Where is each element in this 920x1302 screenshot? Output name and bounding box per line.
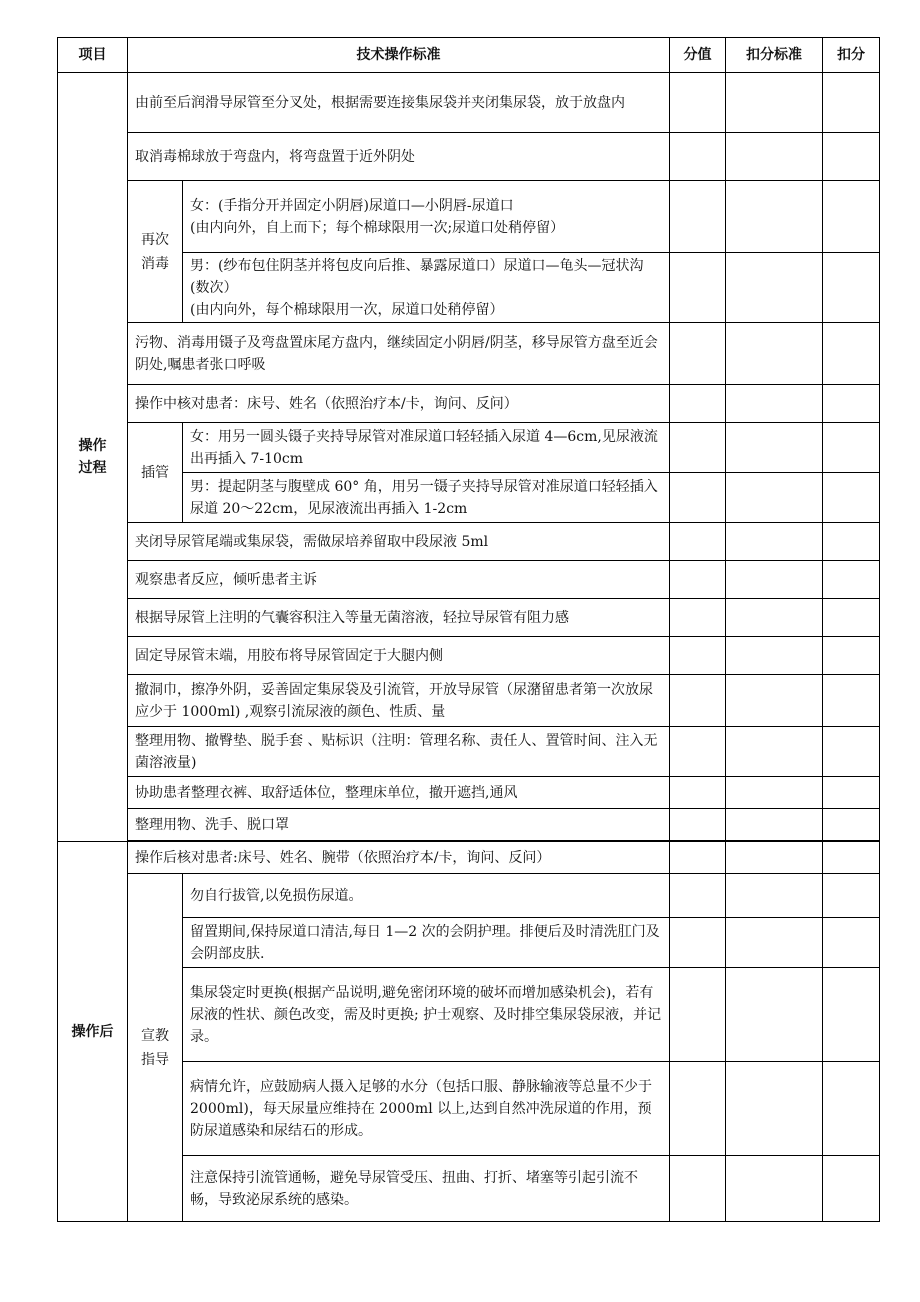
subcategory-redisinfect — [128, 181, 183, 323]
table-row — [58, 385, 880, 423]
step-insert-female: 女：用另一圆头镊子夹持导尿管对准尿道口轻轻插入尿道 4—6cm,见尿液流出再插入 7-10cm — [183, 423, 670, 473]
header-score: 分值 — [670, 38, 726, 73]
step-clamp: 夹闭导尿管尾端或集尿袋，需做尿培养留取中段尿液 5ml — [128, 523, 670, 561]
step-verify-during: 操作中核对患者：床号、姓名（依照治疗本/卡，询问、反问） — [128, 385, 670, 423]
step-cotton-balls: 取消毒棉球放于弯盘内，将弯盘置于近外阴处 — [128, 133, 670, 181]
header-deduct: 扣分 — [823, 38, 880, 73]
edu-hygiene: 留置期间,保持尿道口清洁,每日 1—2 次的会阴护理。排便后及时清洗肛门及会阴部皮肤. — [183, 918, 670, 968]
table-row — [58, 842, 880, 874]
edu-no-self-removal: 勿自行拔管,以免损伤尿道。 — [183, 874, 670, 918]
step-lubricate: 由前至后润滑导尿管至分叉处，根据需要连接集尿袋并夹闭集尿袋，放于放盘内 — [128, 73, 670, 133]
edu-fluid-intake: 病情允许，应鼓励病人摄入足够的水分（包括口服、静脉输液等总量不少于 2000ml)，每天尿量应维持在 2000ml 以上,达到自然冲洗尿道的作用，预防尿道感染和尿结石的形成。 — [183, 1062, 670, 1156]
step-verify-after: 操作后核对患者:床号、姓名、腕带（依照治疗本/卡，询问、反问） — [128, 842, 670, 874]
step-inflate-balloon: 根据导尿管上注明的气囊容积注入等量无菌溶液，轻拉导尿管有阻力感 — [128, 599, 670, 637]
subcategory-education-line1: 宣教 — [141, 1027, 169, 1044]
subcategory-insert: 插管 — [128, 423, 183, 523]
step-remove-drape: 撤洞巾，擦净外阴，妥善固定集尿袋及引流管，开放导尿管（尿潴留患者第一次放尿应少于 1000ml) ,观察引流尿液的颜色、性质、量 — [128, 675, 670, 727]
step-secure-catheter: 固定导尿管末端，用胶布将导尿管固定于大腿内侧 — [128, 637, 670, 675]
table-row — [58, 675, 880, 727]
table-row — [58, 727, 880, 777]
step-label: 整理用物、撤臀垫、脱手套 、贴标识（注明：管理名称、责任人、置管时间、注入无菌溶液量) — [128, 727, 670, 777]
step-redisinfect-female: 女：(手指分开并固定小阴唇)尿道口—小阴唇-尿道口 (由内向外，自上而下；每个棉球限用一次;尿道口处稍停留） — [183, 181, 670, 253]
step-assist-patient: 协助患者整理衣裤、取舒适体位，整理床单位，撤开遮挡,通风 — [128, 777, 670, 809]
table-row — [58, 874, 880, 918]
header-standard: 技术操作标准 — [128, 38, 670, 73]
table-row — [58, 133, 880, 181]
header-deduct-standard: 扣分标准 — [726, 38, 823, 73]
subcategory-education-line2: 指导 — [141, 1051, 169, 1068]
edu-bag-replacement: 集尿袋定时更换(根据产品说明,避免密闭环境的破坏而增加感染机会)，若有尿液的性状、颜色改变，需及时更换; 护士观察、及时排空集尿袋尿液，并记录。 — [183, 968, 670, 1062]
header-row — [58, 38, 880, 73]
table-row — [58, 561, 880, 599]
table-row — [58, 777, 880, 809]
subcategory-redisinfect-line1: 再次 — [141, 231, 169, 248]
step-observe: 观察患者反应，倾听患者主诉 — [128, 561, 670, 599]
category-process-line2: 过程 — [78, 460, 107, 476]
operation-standard-table — [57, 37, 880, 1222]
header-item: 项目 — [58, 38, 128, 73]
table-row — [58, 599, 880, 637]
table-row — [58, 323, 880, 385]
table-row — [58, 523, 880, 561]
step-redisinfect-male: 男：(纱布包住阴茎并将包皮向后推、暴露尿道口）尿道口—龟头—冠状沟(数次） (由内向外，每个棉球限用一次，尿道口处稍停留） — [183, 253, 670, 323]
table-row — [58, 637, 880, 675]
subcategory-education — [128, 874, 183, 1222]
table-row — [58, 809, 880, 841]
table-row — [58, 181, 880, 253]
category-after: 操作后 — [58, 842, 128, 1222]
edu-keep-drainage: 注意保持引流管通畅，避免导尿管受压、扭曲、打折、堵塞等引起引流不畅，导致泌尿系统的感染。 — [183, 1156, 670, 1222]
step-wash-hands: 整理用物、洗手、脱口罩 — [128, 809, 670, 841]
category-process — [58, 73, 128, 842]
table-row — [58, 73, 880, 133]
category-process-line1: 操作 — [78, 438, 107, 454]
step-insert-male: 男：提起阴茎与腹壁成 60° 角，用另一镊子夹持导尿管对准尿道口轻轻插入尿道 20～22cm，见尿液流出再插入 1-2cm — [183, 473, 670, 523]
step-dispose: 污物、消毒用镊子及弯盘置床尾方盘内，继续固定小阴唇/阴茎，移导尿管方盘至近会阴处,嘱患者张口呼吸 — [128, 323, 670, 385]
table-row — [58, 423, 880, 473]
subcategory-redisinfect-line2: 消毒 — [141, 255, 169, 272]
